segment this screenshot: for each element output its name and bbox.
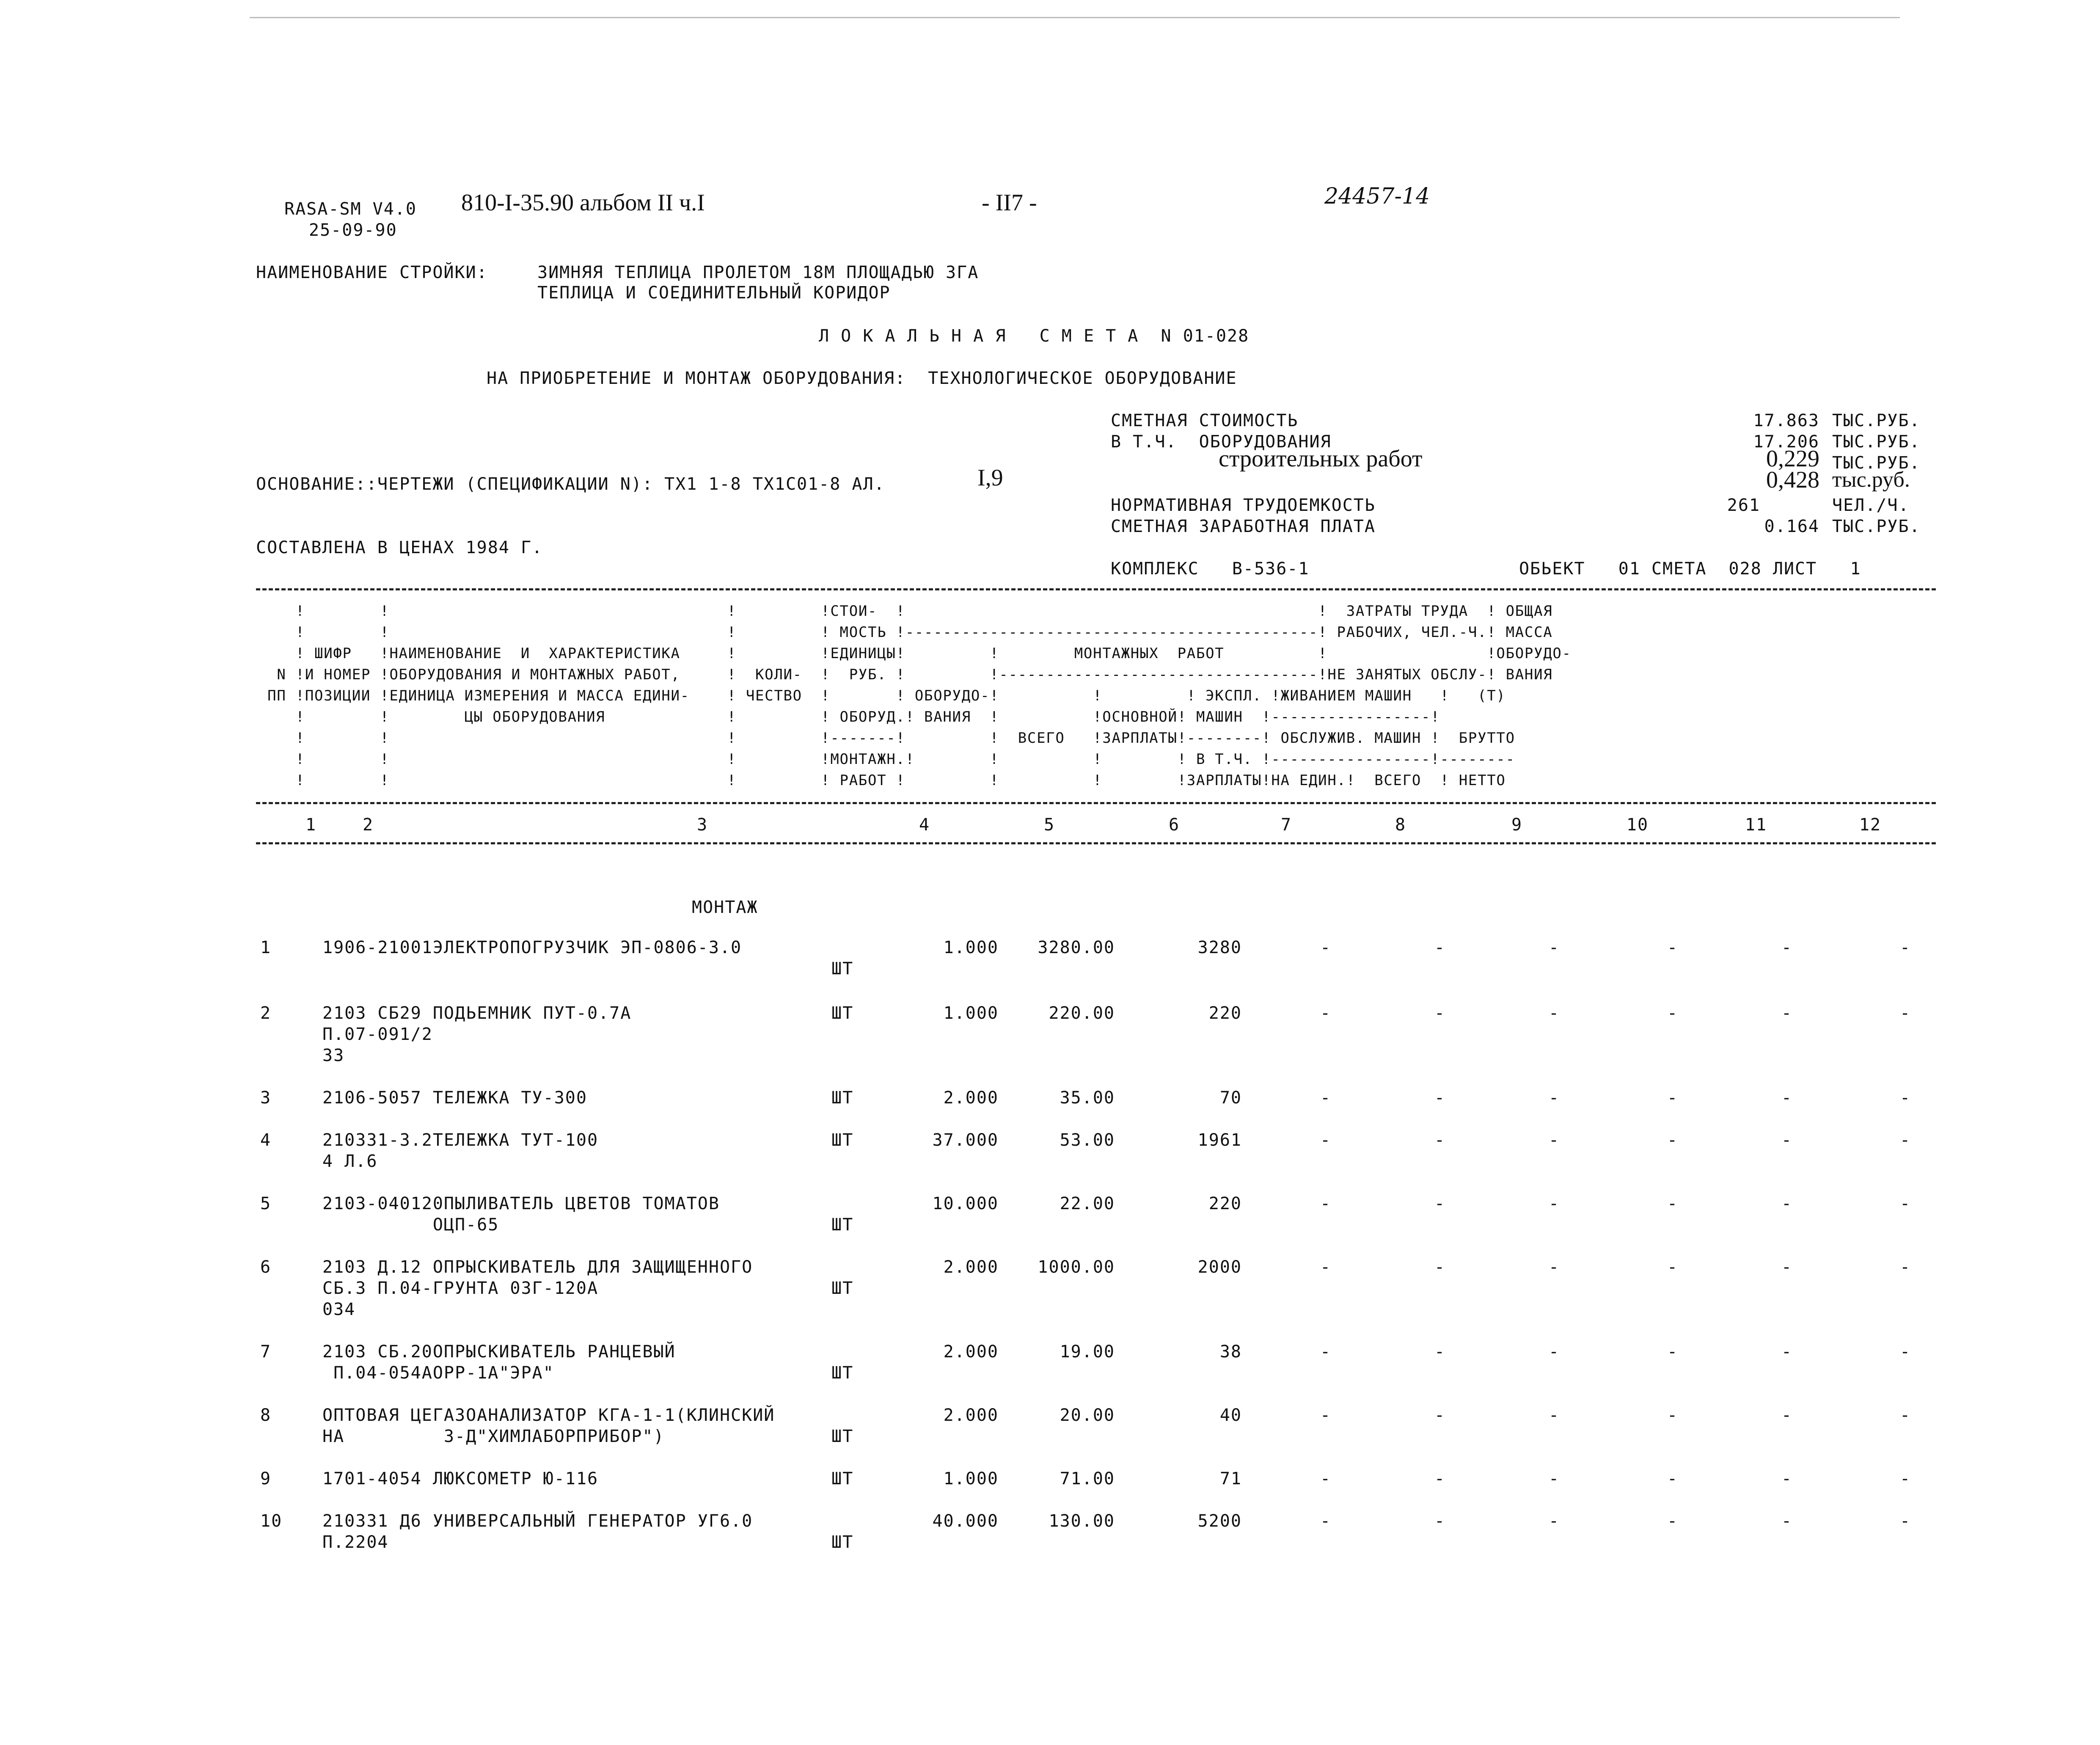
row-empty-cell: - (1320, 1257, 1332, 1277)
row-empty-cell: - (1434, 1003, 1446, 1023)
row-empty-cell: - (1900, 1194, 1911, 1213)
summary-label-handwritten: строительных работ (1219, 446, 1423, 472)
row-empty-cell: - (1900, 1257, 1911, 1277)
summary-value: 0.164 (1764, 517, 1819, 536)
table-header-line: ! ! ! ! МОСТЬ !--------------------------------------------! РАБОЧИХ, ЧЕЛ.-Ч.! МАССА (258, 624, 1553, 641)
header-bottom-rule (256, 802, 1936, 804)
row-empty-cell: - (1900, 1469, 1911, 1489)
row-description: П.2204 (322, 1533, 389, 1552)
row-empty-cell: - (1900, 1406, 1911, 1425)
estimate-purpose: НА ПРИОБРЕТЕНИЕ И МОНТАЖ ОБОРУДОВАНИЯ: ТЕХНОЛОГИЧЕСКОЕ ОБОРУДОВАНИЕ (487, 369, 1237, 388)
row-empty-cell: - (1781, 1088, 1793, 1108)
row-empty-cell: - (1900, 938, 1911, 957)
row-empty-cell: - (1434, 1130, 1446, 1150)
row-empty-cell: - (1667, 1194, 1679, 1213)
row-description: 210331-3.2ТЕЛЕЖКА ТУТ-100 (322, 1130, 599, 1150)
row-unit-price: 53.00 (1060, 1130, 1115, 1150)
row-empty-cell: - (1434, 1088, 1446, 1108)
object-code: ОБЬЕКТ 01 СМЕТА 028 ЛИСТ 1 (1519, 559, 1861, 579)
row-unit: ШТ (831, 1279, 854, 1298)
row-empty-cell: - (1667, 1257, 1679, 1277)
table-header-line: ПП !ПОЗИЦИИ !ЕДИНИЦА ИЗМЕРЕНИЯ И МАССА ЕДИНИ- ! ЧЕСТВО ! ! ОБОРУДО-! ! ! ЭКСПЛ. !ЖИВАНИЕМ МАШИН ! (Т) (258, 687, 1506, 704)
row-empty-cell: - (1781, 1130, 1793, 1150)
summary-value: 17.206 (1753, 432, 1819, 452)
row-empty-cell: - (1549, 1194, 1560, 1213)
summary-label: СМЕТНАЯ СТОИМОСТЬ (1111, 411, 1299, 430)
row-quantity: 1.000 (943, 1003, 999, 1023)
column-number: 10 (1615, 815, 1660, 835)
row-empty-cell: - (1320, 1003, 1332, 1023)
row-empty-cell: - (1667, 1406, 1679, 1425)
row-equipment-cost: 5200 (1197, 1511, 1242, 1531)
row-description: 1906-21001ЭЛЕКТРОПОГРУЗЧИК ЭП-0806-3.0 (322, 938, 742, 957)
row-empty-cell: - (1434, 1342, 1446, 1362)
row-empty-cell: - (1549, 1342, 1560, 1362)
row-number: 8 (260, 1406, 272, 1425)
row-equipment-cost: 220 (1208, 1003, 1242, 1023)
row-description: НА З-Д"ХИМЛАБОРПРИБОР") (322, 1427, 665, 1446)
row-empty-cell: - (1434, 1511, 1446, 1531)
row-empty-cell: - (1781, 1469, 1793, 1489)
row-empty-cell: - (1667, 1003, 1679, 1023)
column-number: 6 (1157, 815, 1191, 835)
summary-unit: ТЫС.РУБ. (1832, 453, 1921, 473)
row-empty-cell: - (1781, 1406, 1793, 1425)
row-empty-cell: - (1781, 1342, 1793, 1362)
row-unit-price: 1000.00 (1038, 1257, 1115, 1277)
row-unit: ШТ (831, 1533, 854, 1552)
row-equipment-cost: 40 (1219, 1406, 1242, 1425)
summary-unit: ТЫС.РУБ. (1832, 411, 1921, 430)
row-description: 210331 Д6 УНИВЕРСАЛЬНЫЙ ГЕНЕРАТОР УГ6.0 (322, 1511, 753, 1531)
table-header-line: ! ! ! !СТОИ- ! ! ЗАТРАТЫ ТРУДА ! ОБЩАЯ (258, 603, 1553, 620)
row-description: 034 (322, 1300, 356, 1319)
row-empty-cell: - (1900, 1088, 1911, 1108)
row-quantity: 10.000 (932, 1194, 999, 1213)
table-header-line: N !И НОМЕР !ОБОРУДОВАНИЯ И МОНТАЖНЫХ РАБОТ, ! КОЛИ- ! РУБ. ! !----------------------------------!НЕ ЗАНЯТЫХ ОБСЛУ-! ВАНИЯ (258, 666, 1553, 683)
row-empty-cell: - (1900, 1342, 1911, 1362)
row-empty-cell: - (1434, 1257, 1446, 1277)
row-equipment-cost: 2000 (1197, 1257, 1242, 1277)
row-empty-cell: - (1549, 1003, 1560, 1023)
row-empty-cell: - (1434, 1406, 1446, 1425)
row-description: П.07-091/2 (322, 1025, 433, 1044)
row-unit-price: 220.00 (1049, 1003, 1115, 1023)
row-empty-cell: - (1667, 1342, 1679, 1362)
table-header-line: ! ! ! !-------! ! ВСЕГО !ЗАРПЛАТЫ!--------! ОБСЛУЖИВ. МАШИН ! БРУТТО (258, 730, 1515, 747)
row-number: 3 (260, 1088, 272, 1108)
row-description: СБ.3 П.04-ГРУНТА 03Г-120А (322, 1279, 599, 1298)
summary-unit: тыс.руб. (1832, 468, 1910, 492)
scan-top-rule (250, 17, 1900, 18)
row-empty-cell: - (1667, 938, 1679, 957)
row-empty-cell: - (1900, 1003, 1911, 1023)
summary-value: 17.863 (1753, 411, 1819, 430)
row-empty-cell: - (1320, 1511, 1332, 1531)
row-quantity: 2.000 (943, 1406, 999, 1425)
row-description: 2106-5057 ТЕЛЕЖКА ТУ-300 (322, 1088, 587, 1108)
row-empty-cell: - (1320, 1194, 1332, 1213)
row-quantity: 37.000 (932, 1130, 999, 1150)
project-name-line1: ЗИМНЯЯ ТЕПЛИЦА ПРОЛЕТОМ 18М ПЛОЩАДЬЮ 3ГА (537, 263, 979, 282)
summary-unit: ЧЕЛ./Ч. (1832, 496, 1910, 515)
summary-label: СМЕТНАЯ ЗАРАБОТНАЯ ПЛАТА (1111, 517, 1376, 536)
row-description: 2103 СБ29 ПОДЬЕМНИК ПУТ-0.7А (322, 1003, 632, 1023)
row-unit: ШТ (831, 1003, 854, 1023)
row-unit: ШТ (831, 1427, 854, 1446)
row-description: П.04-054АОРР-1А"ЭРА" (322, 1363, 554, 1383)
row-empty-cell: - (1320, 938, 1332, 957)
row-unit-price: 130.00 (1049, 1511, 1115, 1531)
project-label: НАИМЕНОВАНИЕ СТРОЙКИ: (256, 263, 488, 282)
table-header-line: ! ШИФР !НАИМЕНОВАНИЕ И ХАРАКТЕРИСТИКА ! !ЕДИНИЦЫ! ! МОНТАЖНЫХ РАБОТ ! !ОБОРУДО- (258, 645, 1572, 662)
row-empty-cell: - (1549, 1511, 1560, 1531)
basis-handwritten: I,9 (977, 465, 1003, 491)
row-quantity: 2.000 (943, 1088, 999, 1108)
row-description: 2103 Д.12 ОПРЫСКИВАТЕЛЬ ДЛЯ ЗАЩИЩЕННОГО (322, 1257, 753, 1277)
row-empty-cell: - (1549, 1088, 1560, 1108)
row-empty-cell: - (1781, 1003, 1793, 1023)
row-empty-cell: - (1320, 1088, 1332, 1108)
row-quantity: 1.000 (943, 1469, 999, 1489)
row-quantity: 40.000 (932, 1511, 999, 1531)
column-number: 1 (294, 815, 328, 835)
row-empty-cell: - (1320, 1342, 1332, 1362)
row-unit-price: 35.00 (1060, 1088, 1115, 1108)
row-empty-cell: - (1320, 1130, 1332, 1150)
row-empty-cell: - (1549, 1130, 1560, 1150)
table-header-line: ! ! ! !МОНТАЖН.! ! ! ! В Т.Ч. !-----------------!-------- (258, 751, 1515, 768)
basis-text: ОСНОВАНИЕ::ЧЕРТЕЖИ (СПЕЦИФИКАЦИИ N): TX1 1-8 TX1C01-8 АЛ. (256, 474, 885, 494)
row-description: 4 Л.6 (322, 1152, 378, 1171)
row-equipment-cost: 220 (1208, 1194, 1242, 1213)
section-title: МОНТАЖ (692, 898, 758, 917)
row-unit: ШТ (831, 1130, 854, 1150)
row-number: 9 (260, 1469, 272, 1489)
print-date: 25-09-90 (309, 221, 397, 240)
row-empty-cell: - (1434, 1194, 1446, 1213)
column-number: 2 (351, 815, 385, 835)
row-unit-price: 71.00 (1060, 1469, 1115, 1489)
row-number: 2 (260, 1003, 272, 1023)
row-unit-price: 20.00 (1060, 1406, 1115, 1425)
row-unit: ШТ (831, 1088, 854, 1108)
estimate-title: Л О К А Л Ь Н А Я С М Е Т А N 01-028 (819, 326, 1250, 346)
row-unit: ШТ (831, 959, 854, 979)
colnum-bottom-rule (256, 842, 1936, 844)
row-empty-cell: - (1667, 1130, 1679, 1150)
row-number: 10 (260, 1511, 283, 1531)
row-empty-cell: - (1549, 1257, 1560, 1277)
row-equipment-cost: 1961 (1197, 1130, 1242, 1150)
row-quantity: 2.000 (943, 1342, 999, 1362)
row-number: 7 (260, 1342, 272, 1362)
table-header-line: ! ! ЦЫ ОБОРУДОВАНИЯ ! ! ОБОРУД.! ВАНИЯ ! !ОСНОВНОЙ! МАШИН !-----------------! (258, 708, 1440, 725)
row-empty-cell: - (1320, 1406, 1332, 1425)
row-quantity: 2.000 (943, 1257, 999, 1277)
row-empty-cell: - (1434, 1469, 1446, 1489)
album-reference: 810-I-35.90 альбом II ч.I (461, 190, 705, 216)
program-version: RASA-SM V4.0 (284, 199, 417, 219)
row-equipment-cost: 71 (1219, 1469, 1242, 1489)
row-empty-cell: - (1781, 1511, 1793, 1531)
row-quantity: 1.000 (943, 938, 999, 957)
row-description: 2103-040120ПЫЛИВАТЕЛЬ ЦВЕТОВ ТОМАТОВ (322, 1194, 720, 1213)
row-equipment-cost: 38 (1219, 1342, 1242, 1362)
summary-unit: ТЫС.РУБ. (1832, 517, 1921, 536)
price-base: СОСТАВЛЕНА В ЦЕНАХ 1984 Г. (256, 538, 543, 557)
column-number: 3 (685, 815, 719, 835)
row-empty-cell: - (1900, 1130, 1911, 1150)
row-empty-cell: - (1549, 1406, 1560, 1425)
column-number: 7 (1269, 815, 1303, 835)
row-empty-cell: - (1781, 1257, 1793, 1277)
row-empty-cell: - (1549, 938, 1560, 957)
table-top-rule (256, 588, 1936, 590)
row-unit: ШТ (831, 1215, 854, 1235)
row-unit-price: 19.00 (1060, 1342, 1115, 1362)
row-empty-cell: - (1549, 1469, 1560, 1489)
row-empty-cell: - (1667, 1088, 1679, 1108)
column-number: 12 (1848, 815, 1893, 835)
row-unit-price: 22.00 (1060, 1194, 1115, 1213)
row-unit: ШТ (831, 1363, 854, 1383)
column-number: 5 (1032, 815, 1066, 835)
row-number: 4 (260, 1130, 272, 1150)
column-number: 8 (1384, 815, 1417, 835)
summary-value: 0,229 (1766, 446, 1819, 472)
complex-code: КОМПЛЕКС В-536-1 (1111, 559, 1310, 579)
row-equipment-cost: 70 (1219, 1088, 1242, 1108)
row-empty-cell: - (1667, 1469, 1679, 1489)
column-number: 9 (1500, 815, 1534, 835)
column-number: 11 (1734, 815, 1778, 835)
handwritten-number: 24457-14 (1324, 184, 1430, 209)
row-description: ОЦП-65 (322, 1215, 499, 1235)
summary-label: В Т.Ч. ОБОРУДОВАНИЯ (1111, 432, 1332, 452)
row-empty-cell: - (1320, 1469, 1332, 1489)
table-header-line: ! ! ! ! РАБОТ ! ! ! !ЗАРПЛАТЫ!НА ЕДИН.! ВСЕГО ! НЕТТО (258, 772, 1506, 789)
project-name-line2: ТЕПЛИЦА И СОЕДИНИТЕЛЬНЫЙ КОРИДОР (537, 283, 891, 303)
row-unit: ШТ (831, 1469, 854, 1489)
row-description: 2103 СБ.20ОПРЫСКИВАТЕЛЬ РАНЦЕВЫЙ (322, 1342, 676, 1362)
summary-value: 0,428 (1766, 467, 1819, 493)
page-number: - II7 - (982, 190, 1037, 216)
row-unit-price: 3280.00 (1038, 938, 1115, 957)
row-equipment-cost: 3280 (1197, 938, 1242, 957)
row-description: 33 (322, 1046, 345, 1065)
column-number: 4 (908, 815, 941, 835)
row-empty-cell: - (1900, 1511, 1911, 1531)
row-empty-cell: - (1667, 1511, 1679, 1531)
row-empty-cell: - (1781, 938, 1793, 957)
row-empty-cell: - (1434, 938, 1446, 957)
row-number: 1 (260, 938, 272, 957)
row-description: ОПТОВАЯ ЦЕГАЗОАНАЛИЗАТОР КГА-1-1(КЛИНСКИЙ (322, 1406, 775, 1425)
row-number: 5 (260, 1194, 272, 1213)
summary-label: НОРМАТИВНАЯ ТРУДОЕМКОСТЬ (1111, 496, 1376, 515)
summary-value: 261 (1727, 496, 1760, 515)
summary-unit: ТЫС.РУБ. (1832, 432, 1921, 452)
row-description: 1701-4054 ЛЮКСОМЕТР Ю-116 (322, 1469, 599, 1489)
row-number: 6 (260, 1257, 272, 1277)
row-empty-cell: - (1781, 1194, 1793, 1213)
